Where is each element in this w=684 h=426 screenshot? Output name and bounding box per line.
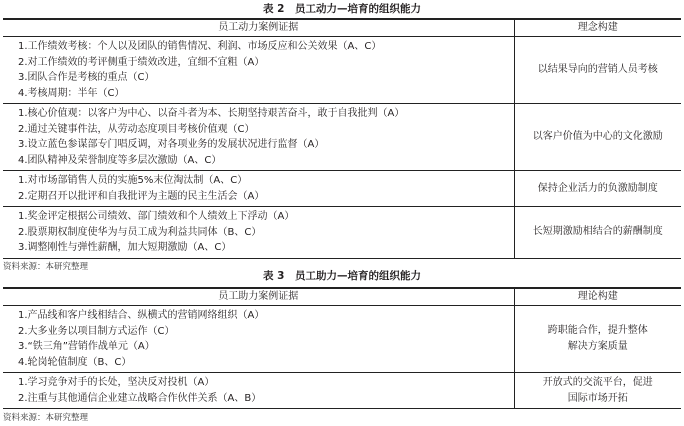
- concept-cell: [514, 104, 681, 171]
- table-row: [3, 171, 681, 207]
- evidence-item: 1.产品线和客户线相结合、纵横式的营销网络组织（A）: [18, 310, 265, 321]
- evidence-item: 2.通过关键事件法，从劳动态度项目考核价值观（C）: [18, 123, 255, 135]
- evidence-item: 2.注重与其他通信企业建立战略合作伙伴关系（A、B）: [18, 392, 262, 404]
- table-3-caption: 表 3 员工助力—培育的组织能力: [263, 270, 421, 282]
- theory-cell: [514, 373, 681, 409]
- evidence-cell: [3, 207, 514, 259]
- evidence-item: 3.调整刚性与弹性薪酬，加大短期激励（A、C）: [18, 242, 232, 253]
- table-2-header-concept: 理念构建: [514, 19, 681, 37]
- evidence-item: 1.奖金评定根据公司绩效、部门绩效和个人绩效上下浮动（A）: [18, 211, 295, 222]
- evidence-cell: [3, 171, 514, 207]
- concept-text: 以客户价值为中心的文化激励: [532, 131, 663, 142]
- evidence-item: 2.大多业务以项目制方式运作（C）: [18, 325, 175, 337]
- concept-text: 长短期激励相结合的薪酬制度: [532, 226, 663, 238]
- evidence-item: 2.股票期权制度使华为与员工成为利益共同体（B、C）: [18, 226, 262, 238]
- concept-text: 保持企业活力的负激励制度: [537, 182, 658, 194]
- table-2-caption: 表 2 员工动力—培育的组织能力: [263, 3, 421, 15]
- evidence-item: 4.考核周期：半年（C）: [18, 87, 125, 99]
- table-3: [3, 287, 681, 409]
- theory-text: 开放式的交流平台，促进: [542, 376, 653, 388]
- evidence-item: 3.“铁三角”营销作战单元（A）: [18, 341, 155, 352]
- concept-text: 以结果导向的营销人员考核: [537, 64, 658, 75]
- evidence-item: 3.团队合作是考核的重点（C）: [18, 72, 155, 83]
- theory-text: 解决方案质量: [567, 341, 628, 352]
- theory-cell: [514, 306, 681, 373]
- evidence-cell: [3, 306, 514, 373]
- concept-cell: [514, 37, 681, 104]
- table-row: [3, 306, 681, 373]
- table-2: [3, 18, 681, 259]
- table-2-header-evidence: 员工动力案例证据: [3, 19, 514, 37]
- table-row: [3, 207, 681, 259]
- evidence-item: 1.核心价值观：以客户为中心、以奋斗者为本、长期坚持艰苦奋斗，敢于自我批判（A）: [18, 108, 405, 119]
- evidence-item: 1.工作绩效考核：个人以及团队的销售情况、利润、市场反应和公关效果（A、C）: [18, 41, 382, 52]
- evidence-cell: [3, 37, 514, 104]
- theory-text: 国际市场开拓: [567, 392, 628, 404]
- theory-text: 跨职能合作，提升整体: [547, 325, 648, 336]
- table-row: [3, 37, 681, 104]
- table-row: [3, 104, 681, 171]
- evidence-item: 2.定期召开以批评和自我批评为主题的民主生活会（A）: [18, 190, 265, 202]
- evidence-item: 2.对工作绩效的考评侧重于绩效改进，宜细不宜粗（A）: [18, 56, 265, 68]
- evidence-item: 1.对市场部销售人员的实施5%末位淘汰制（A、C）: [18, 175, 248, 186]
- evidence-cell: [3, 373, 514, 409]
- evidence-item: 4.轮岗轮值制度（B、C）: [18, 356, 132, 368]
- evidence-item: 4.团队精神及荣誉制度等多层次激励（A、C）: [18, 154, 222, 166]
- concept-cell: [514, 171, 681, 207]
- concept-cell: [514, 207, 681, 259]
- table-row: [3, 373, 681, 409]
- table-3-source-note: 资料来源：本研究整理: [3, 413, 89, 423]
- evidence-item: 1.学习竞争对手的长处，坚决反对投机（A）: [18, 377, 215, 388]
- evidence-item: 3.设立蓝色参谋部专门唱反调，对各项业务的发展状况进行监督（A）: [18, 139, 325, 150]
- table-2-source-note: 资料来源：本研究整理: [3, 262, 89, 272]
- evidence-cell: [3, 104, 514, 171]
- table-3-header-evidence: 员工助力案例证据: [3, 288, 514, 306]
- table-3-header-theory: 理论构建: [514, 288, 681, 306]
